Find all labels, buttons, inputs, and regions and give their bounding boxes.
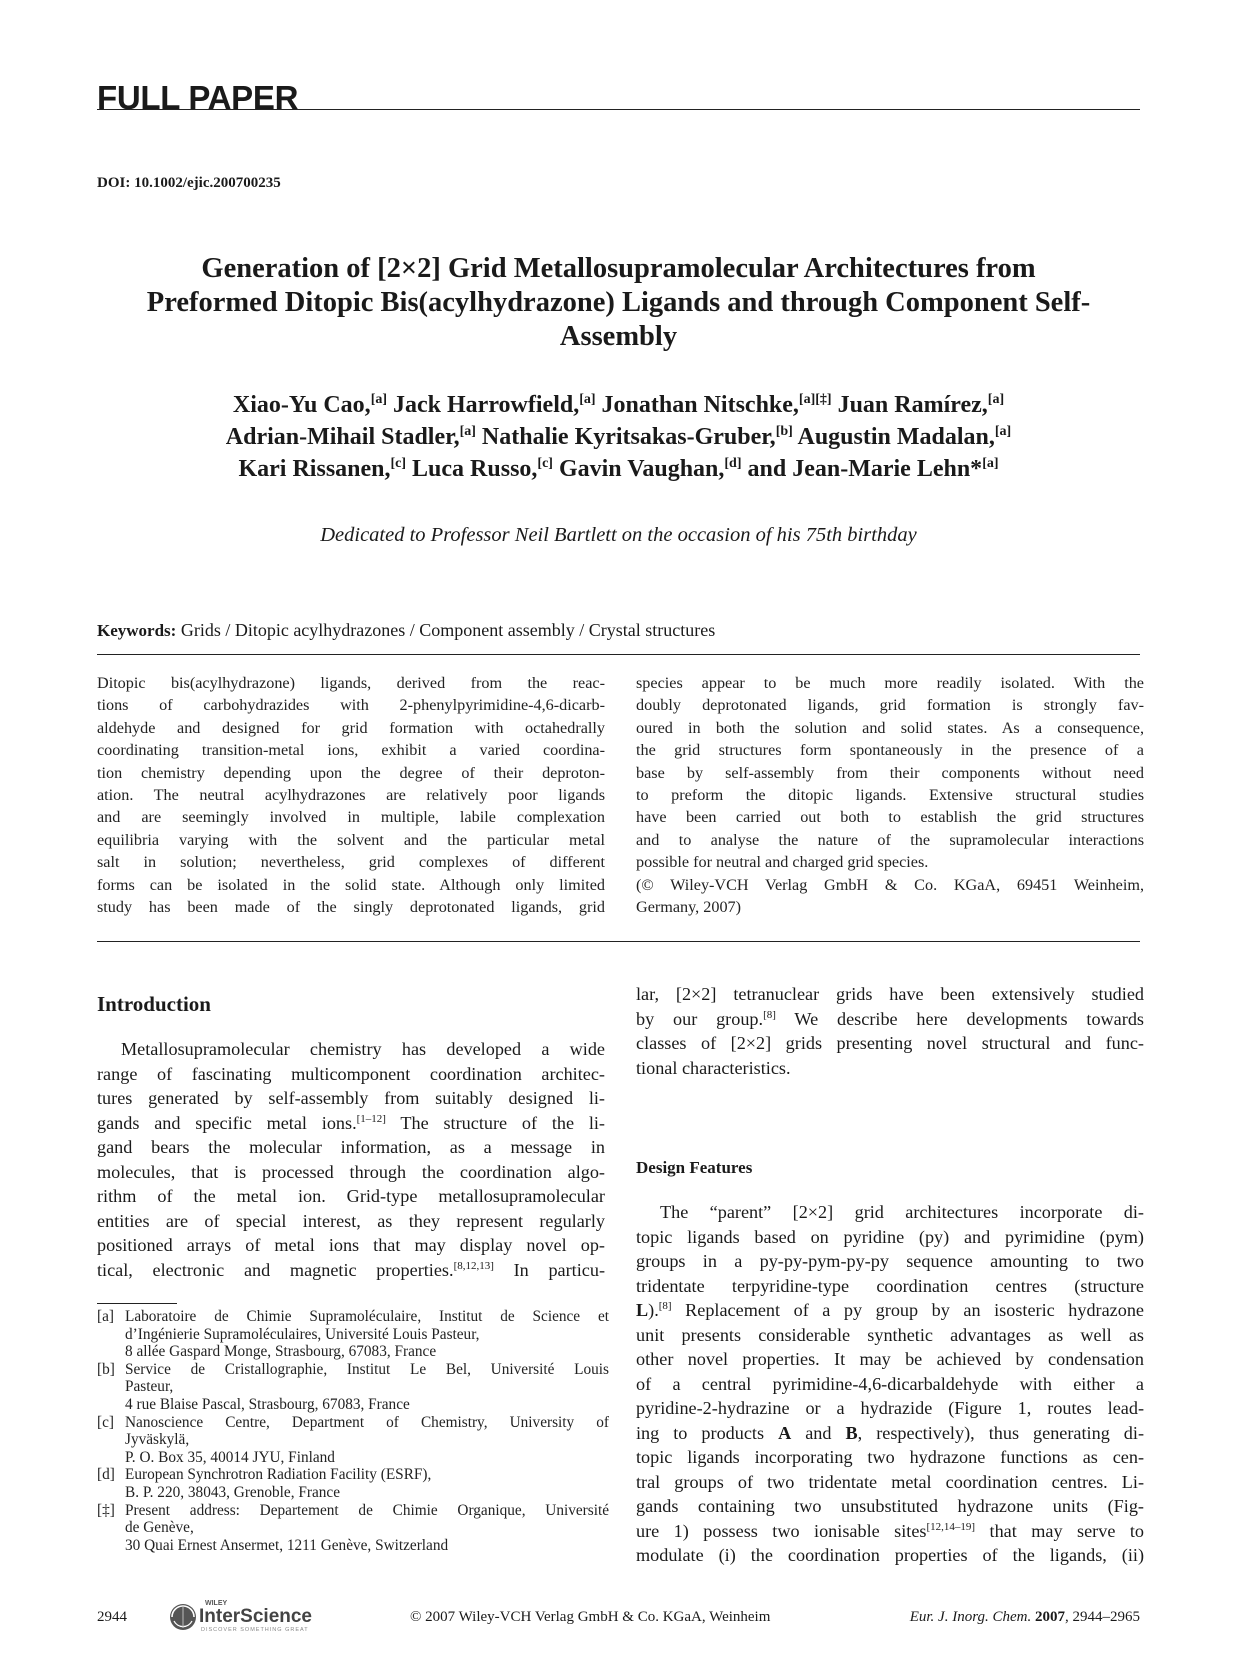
abstract-line: base by self-assembly from their components without need [636,763,1144,782]
citation[interactable]: [12,14–19] [926,1520,976,1533]
abstract-line: salt in solution; nevertheless, grid complexes of different [97,853,605,872]
page-footer [97,1597,1140,1633]
structure-label: L [636,1300,649,1320]
section-header [97,80,1140,116]
affiliation-line: P. O. Box 35, 40014 JYU, Finland [125,1448,335,1466]
body-text: Replacement of a py group by an isosteric hydrazone [671,1300,1144,1320]
product-label: A [778,1422,792,1443]
body-text: ure 1) possess two ionisable sites [636,1520,927,1541]
body-line: positioned arrays of metal ions that may display novel op- [97,1235,605,1255]
body-text: by our group. [636,1008,764,1029]
citation[interactable]: [8] [658,1300,672,1312]
footnote-rule [97,1303,177,1304]
abstract-line: and to analyse the nature of the supramolecular interactions [636,830,1144,849]
title-line: Assembly [559,321,678,352]
body-line [97,1258,605,1283]
author-affiliation: [b] [775,424,793,439]
body-line: tional characteristics. [636,1057,791,1078]
body-line: entities are of special interest, as they represent regularly [97,1210,605,1231]
body-line: groups in a py-py-pym-py-py sequence amounting to two [636,1251,1144,1271]
author: Jack Harrowfield, [393,392,580,418]
introduction-body [97,1037,605,1282]
affiliation [97,1466,609,1501]
body-line: molecules, that is processed through the coordination algo- [97,1161,605,1182]
abstract-line: to preform the ditopic ligands. Extensive structural studies [636,786,1144,805]
body-text: that may serve to [975,1520,1144,1541]
keywords-label: Keywords: [97,621,177,640]
introduction-continued [636,982,1144,1080]
affiliation-line: 4 rue Blaise Pascal, Strasbourg, 67083, France [125,1395,410,1413]
author-affiliation: [a] [579,392,596,407]
body-text: In particu- [493,1259,606,1280]
body-line [636,1519,1144,1544]
abstract-line: possible for neutral and charged grid species. [636,853,929,872]
affiliation [97,1308,609,1361]
affiliation-line: 30 Quai Ernest Ansermet, 1211 Genève, Switzerland [125,1536,449,1554]
abstract-line: the grid structures form spontaneously in the presence of a [636,741,1144,760]
design-features-heading: Design Features [636,1158,753,1177]
interscience-logo-icon [167,1597,357,1633]
body-line: classes of [2×2] grids presenting novel structural and func- [636,1033,1144,1053]
journal-pages: , 2944–2965 [1065,1609,1140,1625]
body-line: modulate (i) the coordination properties of the ligands, (ii) [636,1545,1144,1565]
affiliation [97,1361,609,1414]
affiliation-line: B. P. 220, 38043, Grenoble, France [125,1483,340,1501]
logo-main-text: InterScience [199,1606,312,1627]
abstract-line: Ditopic bis(acylhydrazone) ligands, derived from the reac- [97,674,605,692]
body-text: We describe here developments towards [775,1008,1144,1029]
header-label: FULL PAPER [97,80,302,116]
body-line: Metallosupramolecular chemistry has developed a wide [121,1039,605,1059]
author-affiliation: [c] [537,456,553,471]
affiliation-line: Jyväskylä, [125,1431,190,1449]
citation[interactable]: [8,12,13] [453,1259,494,1272]
affiliation-mark: [c] [97,1413,114,1431]
abstract-bottom-rule [97,941,1140,942]
affiliation [97,1502,609,1555]
body-line: topic ligands based on pyridine (py) and pyrimidine (pym) [636,1226,1144,1247]
author: Gavin Vaughan, [558,456,725,482]
author: Adrian-Mihail Stadler, [225,424,460,450]
body-line: other novel properties. It may be achieved by condensation [636,1349,1144,1369]
affiliation-line: Nanoscience Centre, Department of Chemistry, University of [125,1413,609,1431]
affiliation-line: European Synchrotron Radiation Facility (ESRF), [125,1466,432,1484]
abstract-line: tion chemistry depending upon the degree of their deproton- [97,763,605,782]
abstract-line: ation. The neutral acylhydrazones are relatively poor ligands [97,786,605,805]
body-line: topic ligands incorporating two hydrazone functions as cen- [636,1447,1144,1467]
abstract-top-rule [97,654,1140,655]
author-list [97,389,1140,485]
body-text: ing to products [636,1422,779,1443]
footer-copyright: © 2007 Wiley-VCH Verlag GmbH & Co. KGaA, Weinheim [410,1609,771,1625]
abstract-line: forms can be isolated in the solid state. Although only limited [97,875,605,894]
abstract-line: oured in both the solution and solid states. As a consequence, [636,718,1144,737]
body-line [97,1111,605,1136]
abstract-line: and are seemingly involved in multiple, labile complexation [97,808,605,827]
body-text: ). [648,1300,659,1320]
author: Nathalie Kyritsakas-Gruber, [481,424,776,450]
body-line: unit presents considerable synthetic advantages as well as [636,1324,1144,1345]
title-line: Preformed Ditopic Bis(acylhydrazone) Ligands and through Component Self- [146,287,1091,318]
author: Jonathan Nitschke, [601,392,799,418]
page-number: 2944 [97,1609,127,1625]
author-affiliation: [a] [459,424,476,439]
abstract-line: have been carried out both to establish the grid structures [636,808,1144,827]
affiliation-mark: [a] [97,1308,114,1325]
author-affiliation: [a] [370,392,388,407]
author: Xiao-Yu Cao, [232,392,371,418]
design-features-body [636,1200,1144,1568]
abstract-line: Germany, 2007) [636,898,742,917]
body-line: pyridine-2-hydrazine or a hydrazide (Figure 1, routes lead- [636,1398,1144,1418]
body-line [636,1007,1144,1032]
body-line: rithm of the metal ion. Grid-type metallosupramolecular [97,1186,605,1206]
affiliations [97,1308,609,1554]
body-line: of a central pyrimidine-4,6-dicarbaldehyde with either a [636,1373,1144,1394]
abstract-line: tions of carbohydrazides with 2-phenylpyrimidine-4,6-dicarb- [97,696,605,715]
abstract-line: coordinating transition-metal ions, exhibit a varied coordina- [97,741,605,760]
affiliation-line: Present address: Departement de Chimie Organique, Université [125,1501,609,1519]
logo-tagline: DISCOVER SOMETHING GREAT [201,1627,309,1633]
body-line [636,1421,1144,1446]
citation[interactable]: [8] [763,1008,776,1021]
body-line: lar, [2×2] tetranuclear grids have been extensively studied [636,984,1144,1004]
abstract-left-column [97,672,605,918]
product-label: B [845,1422,858,1443]
body-line: gand bears the molecular information, as a message in [97,1137,605,1157]
body-line: gands containing two unsubstituted hydrazone units (Fig- [636,1496,1144,1516]
title-line: Generation of [2×2] Grid Metallosupramolecular Architectures from [201,253,1036,284]
body-text: The structure of the li- [385,1112,605,1133]
interscience-logo[interactable] [167,1597,357,1633]
header-rule [97,109,1140,110]
affiliation-line: Pasteur, [125,1378,174,1396]
body-line: The “parent” [2×2] grid architectures incorporate di- [660,1202,1144,1222]
body-line: tures generated by self-assembly from suitably designed li- [97,1088,605,1108]
affiliation-line: Laboratoire de Chimie Supramoléculaire, Institut de Science et [125,1308,609,1325]
journal-year: 2007 [1035,1609,1065,1625]
journal-citation [910,1609,1140,1626]
body-line: tral groups of two tridentate metal coordination centres. Li- [636,1471,1144,1492]
author: Luca Russo, [412,456,538,482]
affiliation [97,1414,609,1467]
abstract-right-column [636,672,1144,918]
author-affiliation: [c] [390,456,407,471]
dedication: Dedicated to Professor Neil Bartlett on the occasion of his 75th birthday [320,524,917,546]
author-line [97,453,1140,485]
abstract-line: aldehyde and designed for grid formation with octahedrally [97,718,605,737]
author-line [97,421,1140,453]
author-affiliation: [a] [994,424,1012,439]
abstract-line: study has been made of the singly deprotonated ligands, grid [97,898,605,917]
author-affiliation: [a] [982,456,999,471]
logo-small-text: WILEY [205,1600,228,1607]
author: Juan Ramírez, [837,392,988,418]
journal-name: Eur. J. Inorg. Chem. [909,1609,1032,1625]
author-affiliation: [d] [724,456,742,471]
author-line [97,389,1140,421]
affiliation-mark: [b] [97,1360,115,1378]
affiliation-mark: [d] [97,1466,115,1484]
introduction-heading: Introduction [97,992,211,1016]
citation[interactable]: [1–12] [356,1112,386,1125]
author-affiliation: [a] [987,392,1005,407]
keywords [97,620,1140,641]
body-text: and [791,1422,846,1443]
abstract-line: doubly deprotonated ligands, grid formation is strongly fav- [636,696,1144,715]
affiliation-mark: [‡] [97,1501,115,1519]
body-line [636,1298,1144,1323]
body-text: tical, electronic and magnetic properties. [97,1259,454,1280]
body-line: tridentate terpyridine-type coordination centres (structure [636,1275,1144,1296]
doi[interactable]: DOI: 10.1002/ejic.200700235 [97,175,281,191]
paper-title [97,252,1140,354]
body-text: , respectively), thus generating di- [857,1422,1145,1443]
author: Augustin Madalan, [797,424,995,450]
affiliation-line: de Genève, [125,1519,194,1537]
body-line: range of fascinating multicomponent coordination architec- [97,1063,605,1084]
affiliation-line: 8 allée Gaspard Monge, Strasbourg, 67083, France [125,1343,437,1361]
keywords-text: Grids / Ditopic acylhydrazones / Component assembly / Crystal structures [180,620,716,640]
affiliation-line: Service de Cristallographie, Institut Le Bel, Université Louis [125,1360,609,1378]
abstract-line: species appear to be much more readily isolated. With the [636,674,1144,692]
body-text: gands and specific metal ions. [97,1112,357,1133]
abstract-line: (© Wiley-VCH Verlag GmbH & Co. KGaA, 69451 Weinheim, [636,875,1144,894]
abstract-line: equilibria varying with the solvent and the particular metal [97,830,605,849]
author: and Jean-Marie Lehn* [747,456,983,482]
author-affiliation: [a][‡] [798,392,832,407]
affiliation-line: d’Ingénierie Supramoléculaires, Université Louis Pasteur, [125,1325,480,1343]
author: Kari Rissanen, [238,456,391,482]
